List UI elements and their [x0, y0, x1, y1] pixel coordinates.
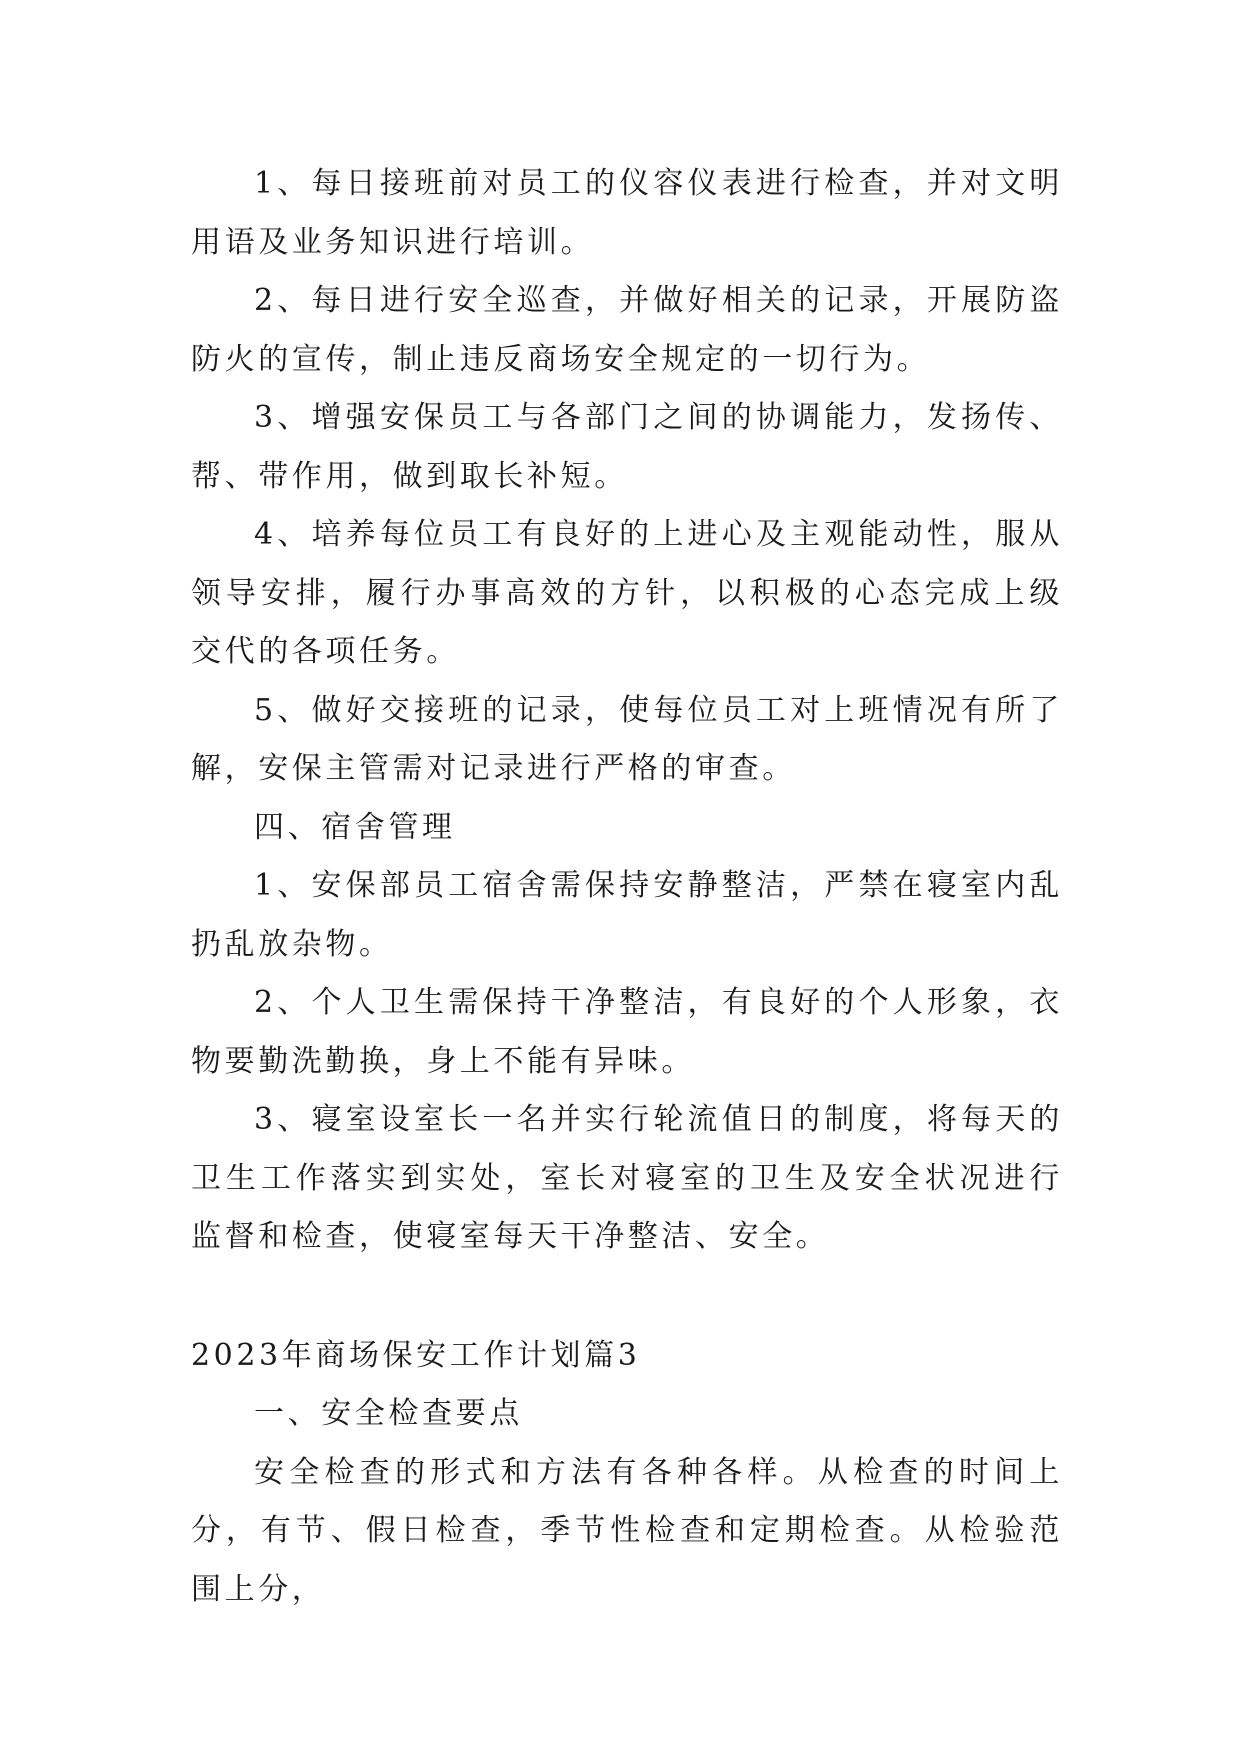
paragraph-dorm-3: 3、寝室设室长一名并实行轮流值日的制度，将每天的卫生工作落实到实处，室长对寝室的卫生及安全状况进行监督和检查，使寝室每天干净整洁、安全。: [191, 1102, 1063, 1254]
section-heading-safety-check: 一、安全检查要点: [254, 1396, 523, 1431]
paragraph-1: 1、每日接班前对员工的仪容仪表进行检查，并对文明用语及业务知识进行培训。: [191, 166, 1063, 260]
paragraph-2: 2、每日进行安全巡查，并做好相关的记录，开展防盗防火的宣传，制止违反商场安全规定的一切行为。: [191, 283, 1063, 377]
article-title: 2023年商场保安工作计划篇3: [191, 1337, 641, 1373]
paragraph-4: 4、培养每位员工有良好的上进心及主观能动性，服从领导安排，履行办事高效的方针，以积极的心态完成上级交代的各项任务。: [191, 517, 1063, 669]
paragraph-dorm-1: 1、安保部员工宿舍需保持安静整洁，严禁在寝室内乱扔乱放杂物。: [191, 868, 1063, 962]
paragraph-5: 5、做好交接班的记录，使每位员工对上班情况有所了解，安保主管需对记录进行严格的审查。: [191, 692, 1063, 786]
document-body: [191, 155, 1063, 1619]
paragraph-3: 3、增强安保员工与各部门之间的协调能力，发扬传、帮、带作用，做到取长补短。: [191, 400, 1063, 494]
paragraph-safety-1: 安全检查的形式和方法有各种各样。从检查的时间上分，有节、假日检查，季节性检查和定期检查。从检验范围上分，: [191, 1454, 1063, 1607]
paragraph-dorm-2: 2、个人卫生需保持干净整洁，有良好的个人形象，衣物要勤洗勤换，身上不能有异味。: [191, 985, 1063, 1079]
section-heading-dormitory: 四、宿舍管理: [254, 809, 456, 845]
